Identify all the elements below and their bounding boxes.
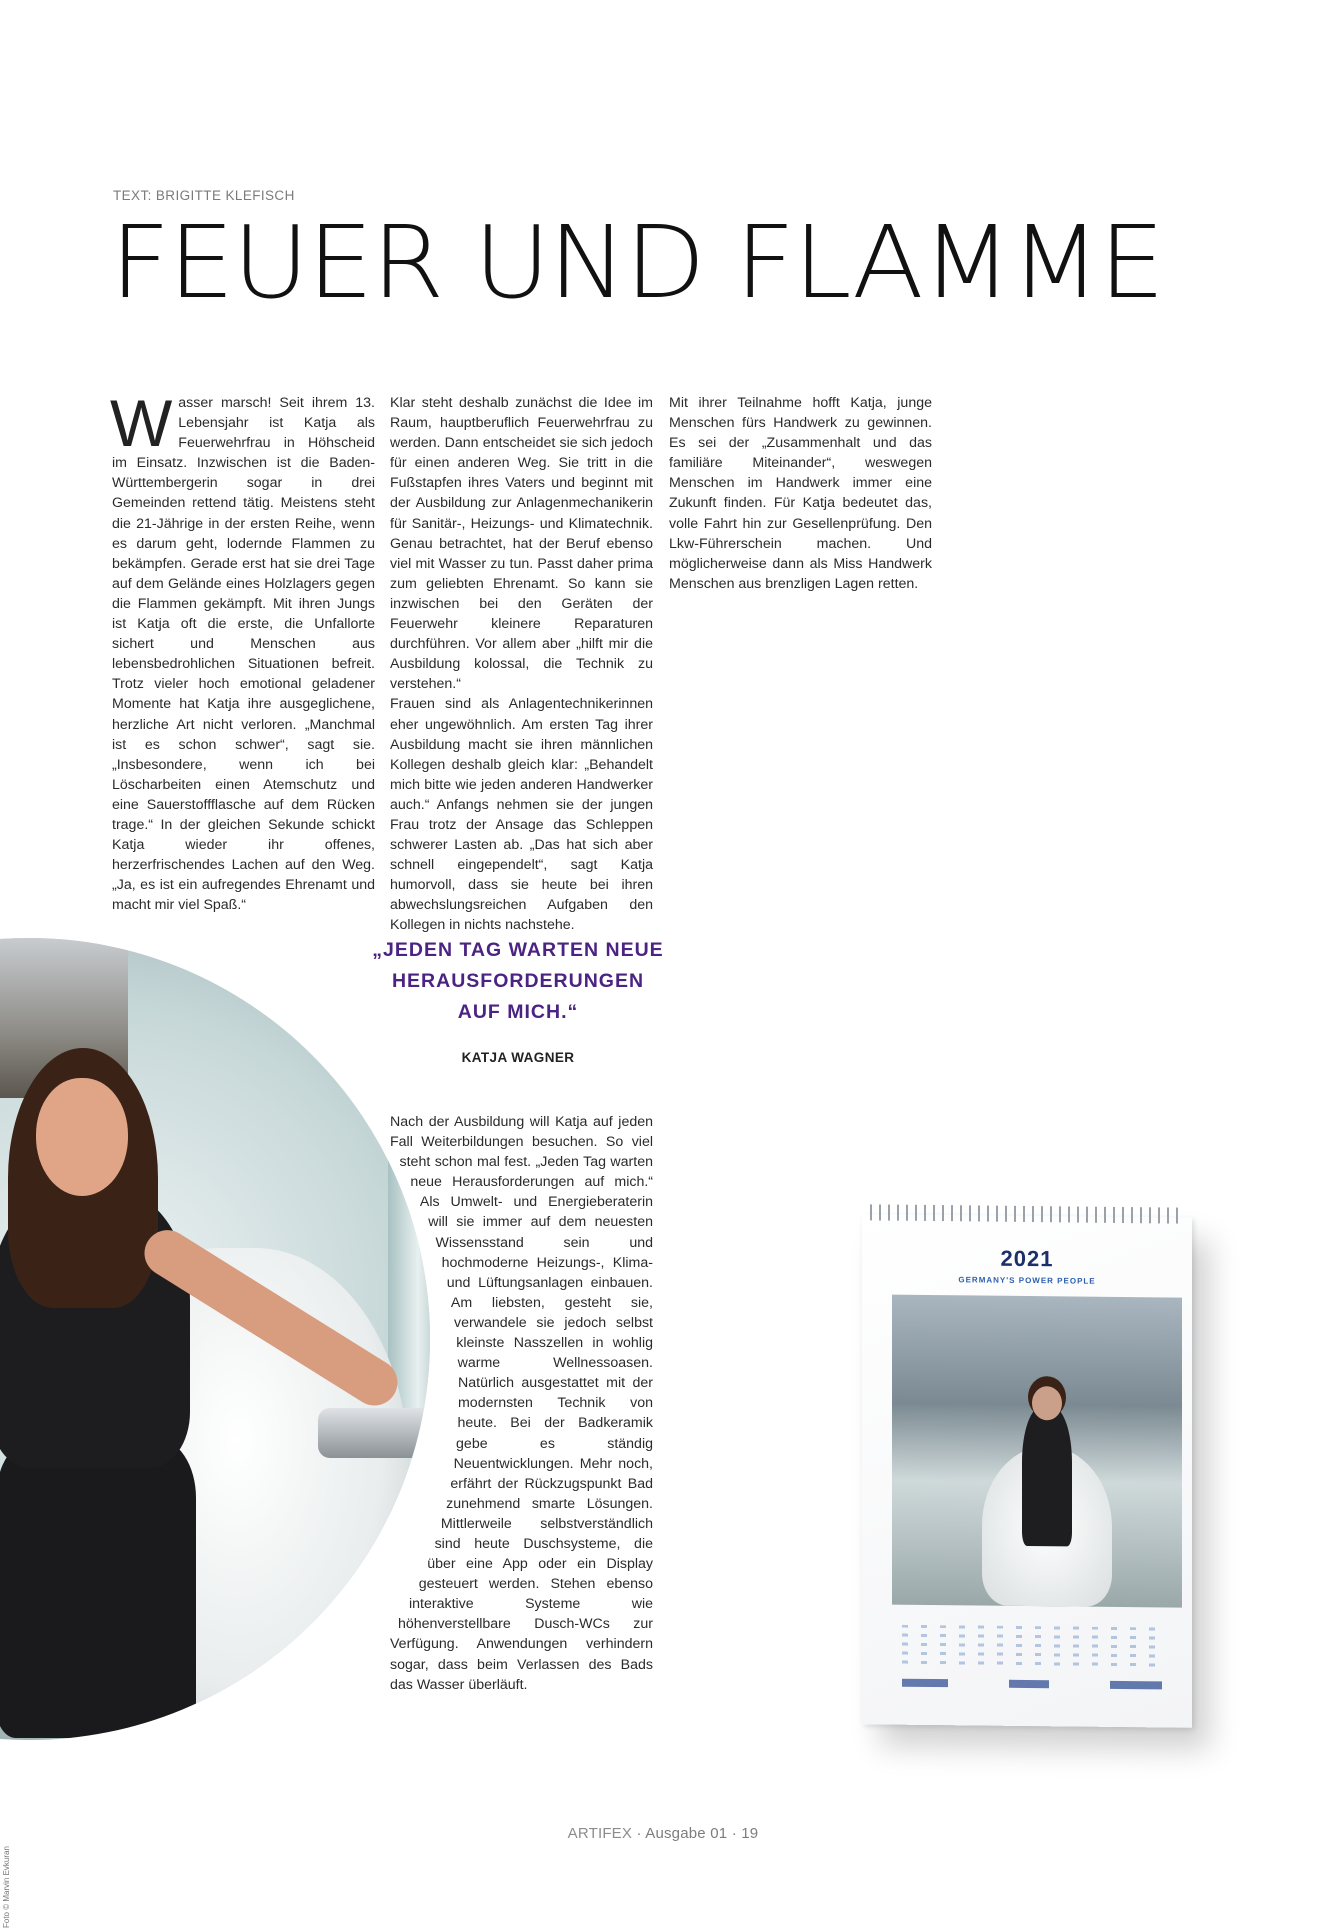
magazine-name: ARTIFEX bbox=[567, 1825, 633, 1842]
calendar-photo-person bbox=[1022, 1406, 1072, 1547]
article-paragraph: Klar steht deshalb zunächst die Idee im Raum, hauptberuflich Feuerwehrfrau zu werden. Dann entscheidet sie sich jedoch für einen anderen Weg. Sie tritt in die Fußstapfen ihres Vaters und beginnt mit der Ausbildung zur Anlagenmechanikerin für Sanitär-, Heizungs- und Klimatechnik. Genau betrachtet, hat der Beruf ebenso viel mit Wasser zu tun. Passt daher prima zum geliebten Ehrenamt. So kann sie inzwischen bei den Geräten der Feuerwehr kleinere Reparaturen durchführen. Vor allem aber „hilft mir die Ausbildung kolossal, die Technik zu verstehen.“ bbox=[390, 395, 653, 693]
drop-cap: W bbox=[110, 386, 173, 460]
calendar-spiral bbox=[870, 1204, 1184, 1223]
page-footer bbox=[0, 1825, 1326, 1842]
article-column-3 bbox=[669, 393, 932, 594]
page-title: FEUER UND FLAMME bbox=[110, 204, 1163, 321]
article-paragraph: Mit ihrer Teilnahme hofft Katja, junge Menschen fürs Handwerk zu gewinnen. Es sei der „Zusammenhalt und das familiäre Miteinander“, weswegen Menschen im Handwerk immer eine Zukunft finden. Für Katja bedeutet das, volle Fahrt hin zur Gesellenprüfung. Den Lkw-Führerschein machen. Und möglicherweise dann als Miss Handwerk Menschen aus brenzligen Lagen retten. bbox=[669, 395, 932, 592]
sponsor-logo bbox=[1009, 1680, 1049, 1688]
desk-calendar bbox=[862, 1214, 1192, 1727]
sponsor-logo bbox=[1110, 1681, 1162, 1690]
article-paragraph: Frauen sind als Anlagentechnikerinnen eher ungewöhnlich. Am ersten Tag ihrer Ausbildung macht sie ihren männlichen Kollegen deshalb gleich klar: „Behandelt mich bitte wie jeden anderen Handwerker auch.“ Anfangs nehmen sie der jungen Frau trotz der Ansage das Schleppen schwerer Lasten ab. „Das hat sich aber schnell eingependelt“, sagt Katja humorvoll, dass sie heute bei ihren abwechslungsreichen Aufgaben den Kollegen in nichts nachstehe. bbox=[390, 696, 653, 934]
footer-separator: · bbox=[636, 1825, 646, 1842]
calendar-year: 2021 bbox=[1000, 1245, 1054, 1272]
byline: TEXT: BRIGITTE KLEFISCH bbox=[113, 188, 295, 203]
calendar-sponsor-logos bbox=[902, 1677, 1162, 1692]
footer-separator: · bbox=[731, 1825, 742, 1842]
calendar-photo-head bbox=[1032, 1386, 1062, 1420]
calendar-photo bbox=[892, 1295, 1182, 1608]
article-wrap-column bbox=[390, 1112, 653, 1716]
article-column-1 bbox=[110, 386, 375, 915]
person-face bbox=[36, 1078, 128, 1196]
issue-label: Ausgabe 01 bbox=[645, 1825, 728, 1842]
portrait-circle bbox=[0, 938, 430, 1740]
person-legs bbox=[0, 1438, 196, 1738]
page-number: 19 bbox=[741, 1825, 759, 1842]
article-column-2 bbox=[390, 393, 653, 936]
pull-quote: „JEDEN TAG WARTEN NEUE HERAUSFORDERUNGEN AUF MICH.“ bbox=[372, 939, 664, 1023]
sponsor-logo bbox=[902, 1679, 948, 1687]
calendar-date-grid bbox=[902, 1625, 1162, 1668]
calendar-subtitle: GERMANY'S POWER PEOPLE bbox=[958, 1275, 1096, 1286]
article-text: asser marsch! Seit ihrem 13. Lebensjahr ist Katja als Feuerwehrfrau in Höhscheid im Einsatz. Inzwischen ist die Baden-Württembergerin sogar in drei Gemeinden rettend tätig. Meistens steht die 21-Jährige in der ersten Reihe, wenn es darum geht, lodernde Flammen zu bekämpfen. Gerade erst hat sie drei Tage auf dem Gelände eines Holzlagers gegen die Flammen gekämpft. Mit ihren Jungs ist Katja oft die erste, die Unfallorte sichert und Menschen aus lebensbedrohlichen Situationen befreit. Trotz vieler hoch emotional geladener Momente hat Katja ihre ausgeglichene, herzliche Art nicht verloren. „Manchmal ist es schon schwer“, sagt sie. „Insbesondere, wenn ich bei Löscharbeiten einen Atemschutz und eine Sauerstoffflasche auf dem Rücken trage.“ In der gleichen Sekunde schickt Katja wieder ihr offenes, herzerfrischendes Lachen auf den Weg. „Ja, es ist ein aufregendes Ehrenamt und macht mir viel Spaß.“ bbox=[112, 395, 375, 914]
photo-credit: Foto © Marvin Evkuran bbox=[2, 1846, 11, 1928]
pull-quote-author: KATJA WAGNER bbox=[461, 1050, 575, 1065]
article-paragraph: Nach der Ausbildung will Katja auf jeden Fall Weiterbildungen besuchen. So viel steht schon mal fest. „Jeden Tag warten neue Herausforderungen auf mich.“ Als Umwelt- und Energieberaterin will sie immer auf dem neuesten Wissensstand sein und hochmoderne Heizungs-, Klima- und Lüftungsanlagen einbauen. Am liebsten, gesteht sie, verwandele sie jedoch selbst kleinste Nasszellen in wohlig warme Wellnessoasen. Natürlich ausgestattet mit der modernsten Technik von heute. Bei der Badkeramik gebe es ständig Neuentwicklungen. Mehr noch, erfährt der Rückzugspunkt Bad zunehmend smarte Lösungen. Mittlerweile selbstverständlich sind heute Duschsysteme, die über eine App oder ein Display gesteuert werden. Stehen ebenso interaktive Systeme wie höhenverstellbare Dusch-WCs zur Verfügung. Anwendungen verhindern sogar, dass beim Verlassen des Bads das Wasser überläuft. bbox=[390, 1114, 653, 1693]
